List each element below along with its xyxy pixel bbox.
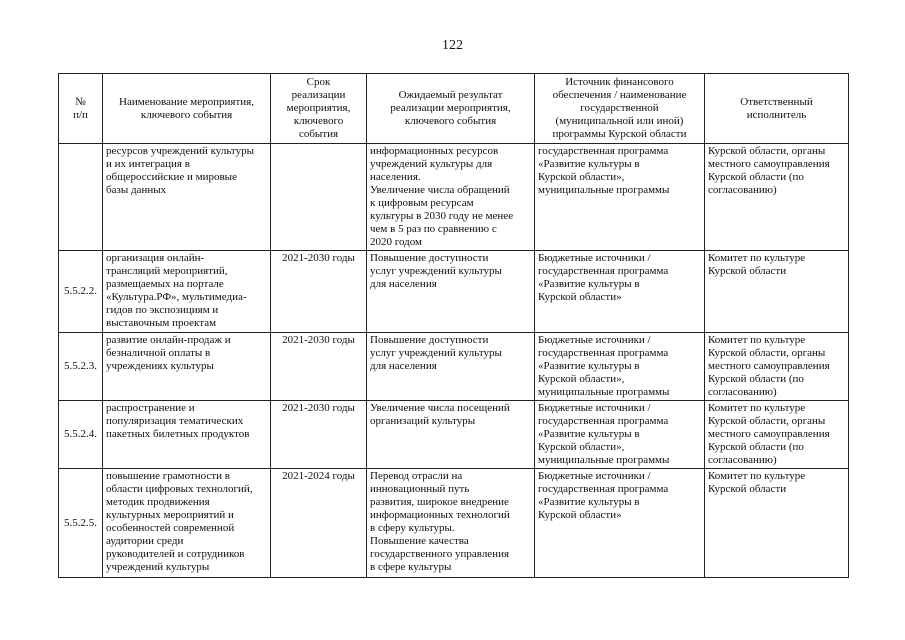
cell-executor: Комитет по культуре Курской области [705,251,849,333]
cell-funding-source: государственная программа «Развитие культуры в Курской области», муниципальные программы [535,144,705,251]
page-number: 122 [442,38,463,53]
header-number: № п/п [59,74,103,144]
cell-expected-result: информационных ресурсов учреждений культуры для населения. Увеличение числа обращений к цифровым ресурсам культуры в 2030 году не менее чем в 5 раз по сравнению с 2020 годом [367,144,535,251]
cell-executor: Комитет по культуре Курской области, органы местного самоуправления Курской области (по согласованию) [705,333,849,401]
cell-funding-source: Бюджетные источники / государственная программа «Развитие культуры в Курской области», муниципальные программы [535,333,705,401]
cell-number: 5.5.2.3. [59,333,103,401]
header-expected-result: Ожидаемый результат реализации мероприятия, ключевого события [367,74,535,144]
cell-expected-result: Увеличение числа посещений организаций культуры [367,401,535,469]
cell-event-name: распространение и популяризация тематических пакетных билетных продуктов [103,401,271,469]
header-event-name: Наименование мероприятия, ключевого события [103,74,271,144]
cell-term [271,144,367,251]
table-row [59,251,849,333]
table-row [59,401,849,469]
cell-number [59,144,103,251]
cell-term: 2021-2030 годы [271,251,367,333]
cell-executor: Курской области, органы местного самоуправления Курской области (по согласованию) [705,144,849,251]
table-row [59,469,849,578]
events-table [58,73,849,578]
table-row [59,144,849,251]
table-row [59,333,849,401]
cell-expected-result: Повышение доступности услуг учреждений культуры для населения [367,333,535,401]
cell-number: 5.5.2.5. [59,469,103,578]
cell-funding-source: Бюджетные источники / государственная программа «Развитие культуры в Курской области» [535,251,705,333]
cell-funding-source: Бюджетные источники / государственная программа «Развитие культуры в Курской области», муниципальные программы [535,401,705,469]
cell-event-name: развитие онлайн-продаж и безналичной оплаты в учреждениях культуры [103,333,271,401]
header-funding-source: Источник финансового обеспечения / наименование государственной (муниципальной или иной) программы Курской области [535,74,705,144]
cell-term: 2021-2024 годы [271,469,367,578]
table-header-row [59,74,849,144]
cell-term: 2021-2030 годы [271,333,367,401]
cell-funding-source: Бюджетные источники / государственная программа «Развитие культуры в Курской области» [535,469,705,578]
cell-expected-result: Перевод отрасли на инновационный путь развития, широкое внедрение информационных технологий в сферу культуры. Повышение качества государственного управления в сфере культуры [367,469,535,578]
cell-event-name: повышение грамотности в области цифровых технологий, методик продвижения культурных мероприятий и особенностей современной аудитории среди руководителей и сотрудников учреждений культуры [103,469,271,578]
header-executor: Ответственный исполнитель [705,74,849,144]
cell-executor: Комитет по культуре Курской области [705,469,849,578]
cell-executor: Комитет по культуре Курской области, органы местного самоуправления Курской области (по согласованию) [705,401,849,469]
cell-number: 5.5.2.4. [59,401,103,469]
header-term: Срок реализации мероприятия, ключевого события [271,74,367,144]
cell-term: 2021-2030 годы [271,401,367,469]
cell-event-name: ресурсов учреждений культуры и их интеграция в общероссийские и мировые базы данных [103,144,271,251]
cell-expected-result: Повышение доступности услуг учреждений культуры для населения [367,251,535,333]
cell-event-name: организация онлайн- трансляций мероприятий, размещаемых на портале «Культура.РФ», мультимедиа- гидов по экспозициям и выставочным проектам [103,251,271,333]
cell-number: 5.5.2.2. [59,251,103,333]
